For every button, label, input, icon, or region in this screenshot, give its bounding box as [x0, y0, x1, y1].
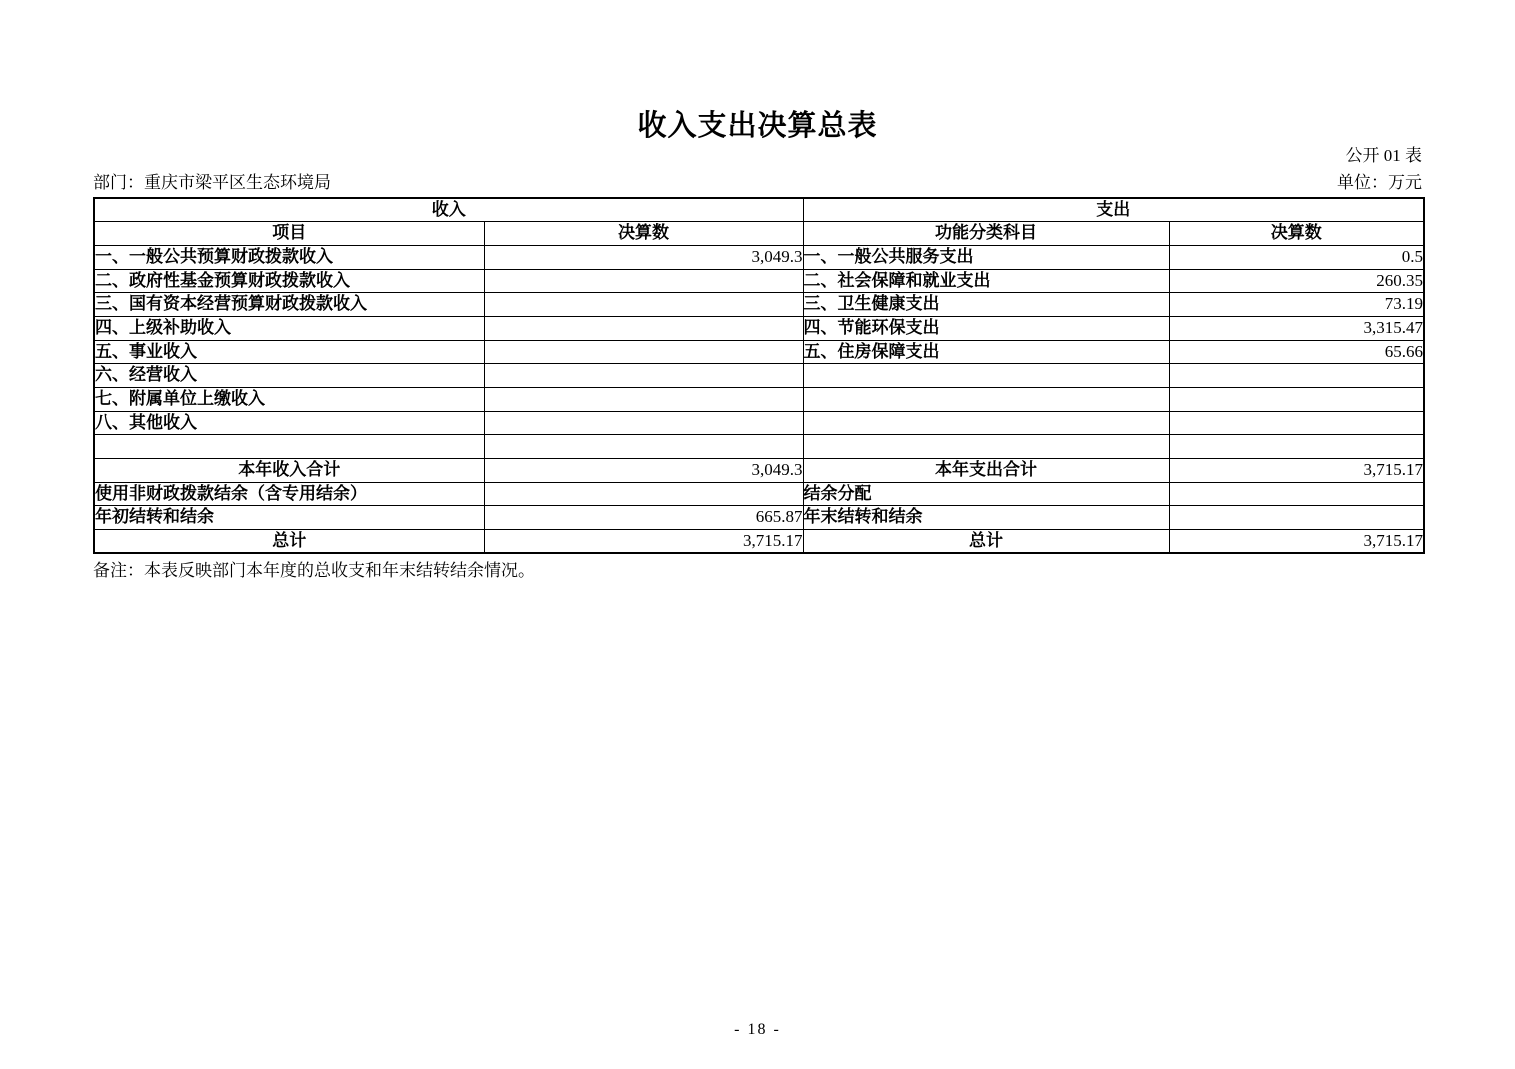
income-value-cell: 3,715.17: [484, 530, 803, 554]
expense-item-cell: 二、社会保障和就业支出: [803, 269, 1169, 293]
income-item-cell: 四、上级补助收入: [94, 316, 484, 340]
expense-item-cell: [803, 435, 1169, 459]
expense-value-cell: [1169, 388, 1424, 412]
income-item-cell: 年初结转和结余: [94, 506, 484, 530]
table-row: [94, 364, 1424, 388]
income-value-cell: 665.87: [484, 506, 803, 530]
expense-item-cell: 一、一般公共服务支出: [803, 245, 1169, 269]
table-row: [94, 506, 1424, 530]
income-item-cell: 六、经营收入: [94, 364, 484, 388]
table-row: [94, 388, 1424, 412]
table-row: [94, 269, 1424, 293]
expense-item-cell: 本年支出合计: [803, 459, 1169, 483]
expense-item-cell: 结余分配: [803, 482, 1169, 506]
expense-value-cell: 3,315.47: [1169, 316, 1424, 340]
table-body: [94, 245, 1424, 553]
income-item-cell: 八、其他收入: [94, 411, 484, 435]
expense-value-cell: [1169, 435, 1424, 459]
expense-item-cell: [803, 364, 1169, 388]
income-value-cell: [484, 388, 803, 412]
page-number: - 18 -: [734, 1021, 781, 1038]
income-item-cell: 三、国有资本经营预算财政拨款收入: [94, 293, 484, 317]
expense-value-cell: [1169, 482, 1424, 506]
department-label: 部门：重庆市梁平区生态环境局: [93, 173, 331, 192]
income-value-cell: [484, 435, 803, 459]
income-item-cell: 使用非财政拨款结余（含专用结余）: [94, 482, 484, 506]
table-row: [94, 316, 1424, 340]
expense-section-header: 支出: [803, 198, 1424, 222]
table-row: [94, 435, 1424, 459]
income-item-cell: 七、附属单位上缴收入: [94, 388, 484, 412]
table-code-label: 公开 01 表: [1345, 146, 1422, 165]
table-row: [94, 530, 1424, 554]
table-row: [94, 293, 1424, 317]
expense-item-cell: 五、住房保障支出: [803, 340, 1169, 364]
expense-item-cell: 三、卫生健康支出: [803, 293, 1169, 317]
expense-value-cell: 73.19: [1169, 293, 1424, 317]
income-value-cell: [484, 411, 803, 435]
income-value-cell: [484, 316, 803, 340]
income-item-cell: 本年收入合计: [94, 459, 484, 483]
income-item-cell: [94, 435, 484, 459]
expense-item-cell: [803, 388, 1169, 412]
income-value-cell: [484, 340, 803, 364]
expense-value-cell: [1169, 364, 1424, 388]
expense-value-cell: 260.35: [1169, 269, 1424, 293]
column-header-row: [94, 222, 1424, 246]
income-item-cell: 一、一般公共预算财政拨款收入: [94, 245, 484, 269]
expense-item-cell: 总计: [803, 530, 1169, 554]
expense-item-cell: 四、节能环保支出: [803, 316, 1169, 340]
expense-amount-column-header: 决算数: [1169, 222, 1424, 246]
expense-item-column-header: 功能分类科目: [803, 222, 1169, 246]
income-value-cell: [484, 482, 803, 506]
income-item-cell: 二、政府性基金预算财政拨款收入: [94, 269, 484, 293]
expense-value-cell: 3,715.17: [1169, 530, 1424, 554]
income-item-cell: 五、事业收入: [94, 340, 484, 364]
table-row: [94, 340, 1424, 364]
table-row: [94, 459, 1424, 483]
income-value-cell: [484, 293, 803, 317]
expense-item-cell: 年末结转和结余: [803, 506, 1169, 530]
table-row: [94, 482, 1424, 506]
expense-value-cell: 0.5: [1169, 245, 1424, 269]
table-row: [94, 245, 1424, 269]
expense-value-cell: [1169, 411, 1424, 435]
budget-summary-table: [93, 197, 1425, 554]
income-section-header: 收入: [94, 198, 803, 222]
expense-value-cell: 3,715.17: [1169, 459, 1424, 483]
income-amount-column-header: 决算数: [484, 222, 803, 246]
income-value-cell: 3,049.3: [484, 459, 803, 483]
expense-value-cell: [1169, 506, 1424, 530]
expense-value-cell: 65.66: [1169, 340, 1424, 364]
income-item-cell: 总计: [94, 530, 484, 554]
income-value-cell: [484, 269, 803, 293]
section-header-row: [94, 198, 1424, 222]
footnote: 备注：本表反映部门本年度的总收支和年末结转结余情况。: [93, 561, 535, 580]
income-value-cell: 3,049.3: [484, 245, 803, 269]
table-row: [94, 411, 1424, 435]
unit-label: 单位：万元: [1337, 173, 1422, 192]
expense-item-cell: [803, 411, 1169, 435]
income-item-column-header: 项目: [94, 222, 484, 246]
income-value-cell: [484, 364, 803, 388]
page-title: 收入支出决算总表: [637, 110, 878, 142]
